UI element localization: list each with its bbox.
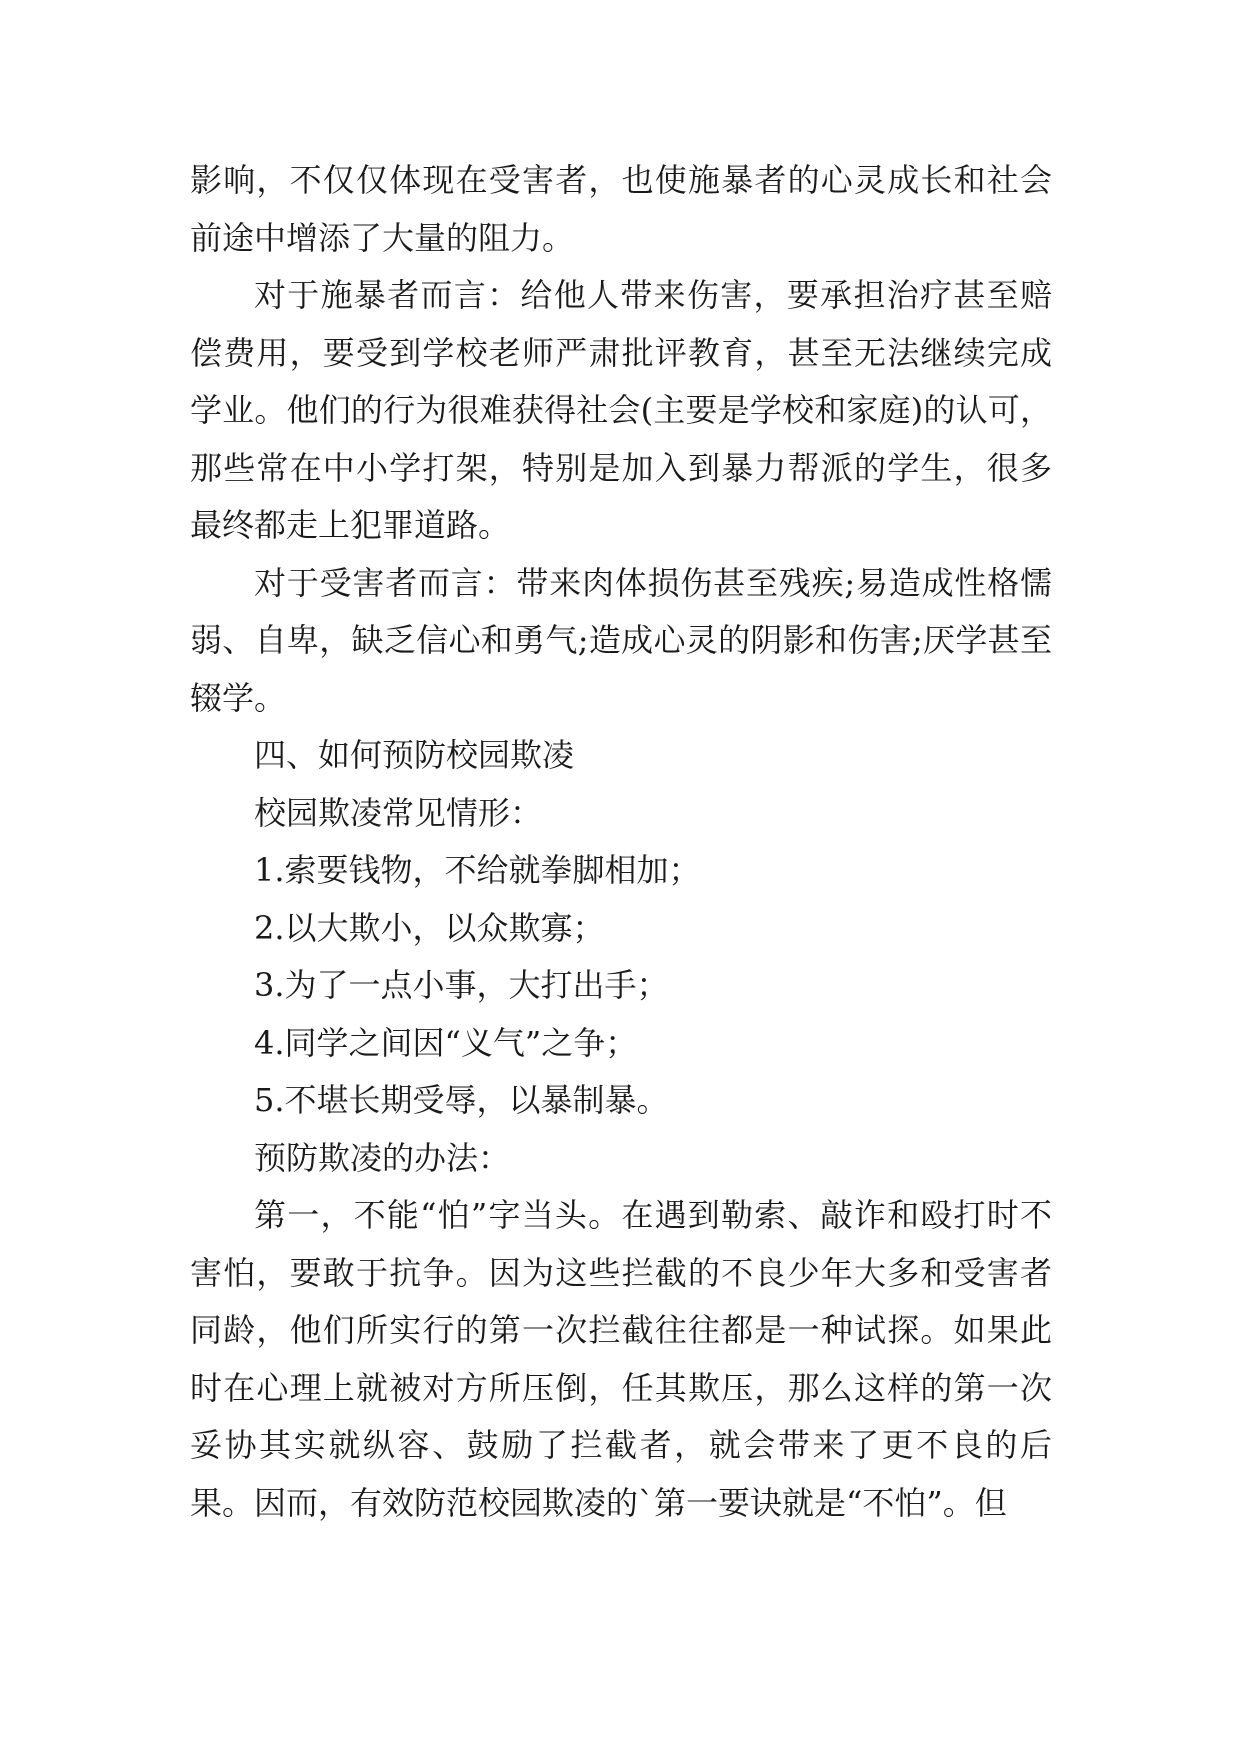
list-item-2: 2.以大欺小，以众欺寡； [254, 908, 605, 947]
list-heading-common-situations: 校园欺凌常见情形： [254, 793, 543, 832]
paragraph-first-method: 第一，不能“怕”字当头。在遇到勒索、敲诈和殴打时不害怕，要敢于抗争。因为这些拦截的不良少年大多和受害者同龄，他们所实行的第一次拦截往往都是一种试探。如果此时在心理上就被对方所压倒，任其欺压，那么这样的第一次妥协其实就纵容、鼓励了拦截者，就会带来了更不良的后果。因而，有效防范校园欺凌的`第一要诀就是“不怕”。但 [190, 1196, 1052, 1522]
section-heading-prevention: 四、如何预防校园欺凌 [254, 736, 575, 774]
document-page [190, 152, 1052, 1532]
paragraph-impact-continuation: 影响，不仅仅体现在受害者，也使施暴者的心灵成长和社会前途中增添了大量的阻力。 [190, 161, 1052, 257]
list-item-1: 1.索要钱物，不给就拳脚相加； [254, 851, 701, 889]
paragraph-perpetrator-consequences: 对于施暴者而言：给他人带来伤害，要承担治疗甚至赔偿费用，要受到学校老师严肃批评教育，甚至无法继续完成学业。他们的行为很难获得社会(主要是学校和家庭)的认可，那些常在中小学打架，特别是加入到暴力帮派的学生，很多最终都走上犯罪道路。 [190, 276, 1052, 544]
list-item-4: 4.同学之间因“义气”之争； [254, 1023, 638, 1062]
paragraph-victim-consequences: 对于受害者而言：带来肉体损伤甚至残疾;易造成性格懦弱、自卑，缺乏信心和勇气;造成心灵的阴影和伤害;厌学甚至辍学。 [190, 563, 1052, 717]
list-item-5: 5.不堪长期受辱，以暴制暴。 [254, 1081, 669, 1119]
list-heading-prevention-methods: 预防欺凌的办法： [254, 1138, 511, 1177]
list-item-3: 3.为了一点小事，大打出手； [254, 966, 669, 1004]
